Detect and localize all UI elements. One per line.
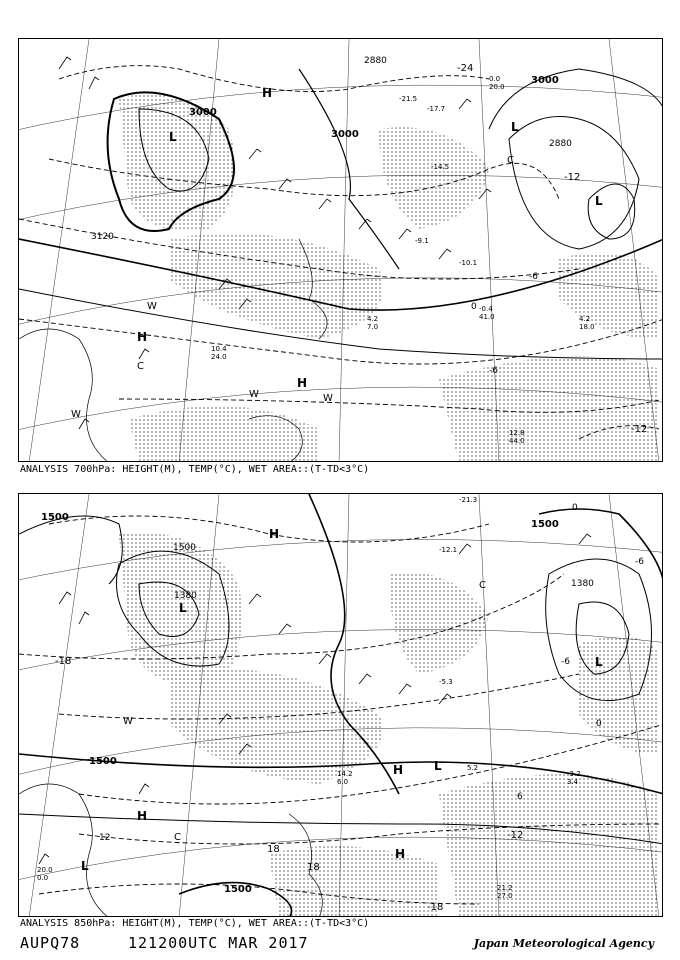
station-value: 20.0 <box>37 866 53 874</box>
height-label: 1380 <box>174 591 197 601</box>
map-700hpa-drawing <box>19 39 663 462</box>
warm-center: W <box>249 389 259 400</box>
temp-label: -12 <box>631 424 648 435</box>
high-center: H <box>395 847 406 861</box>
height-label: 1500 <box>89 756 117 767</box>
warm-center: W <box>123 716 133 727</box>
station-value: 6.0 <box>337 778 349 786</box>
station-value: 10.4 <box>211 345 227 353</box>
temp-label: 0 <box>572 503 578 513</box>
temp-label: 18 <box>267 844 280 855</box>
chart-code: AUPQ78 <box>20 934 81 952</box>
panel-caption-700hpa: ANALYSIS 700hPa: HEIGHT(M), TEMP(°C), WET AREA::(T-TD<3°C) <box>20 464 370 475</box>
temp-label: 18 <box>307 862 320 873</box>
temp-label: 12 <box>99 833 111 843</box>
station-value: 4.2 <box>367 315 379 323</box>
height-label: 2880 <box>549 139 572 149</box>
low-center: L <box>81 859 89 873</box>
temp-label: -18 <box>55 656 72 667</box>
warm-center: W <box>323 393 333 404</box>
temp-label: 0 <box>596 719 602 729</box>
high-center: H <box>393 763 404 777</box>
cold-center: C <box>137 361 144 372</box>
station-value: 0.0 <box>37 874 49 882</box>
map-850hpa-drawing <box>19 494 663 917</box>
station-value: 7.0 <box>367 323 379 331</box>
high-center: H <box>297 376 308 390</box>
station-value: 20.0 <box>489 83 505 91</box>
station-value: -17.7 <box>427 105 446 113</box>
station-value: -0.4 <box>479 305 493 313</box>
height-label: 1500 <box>41 512 69 523</box>
station-value: -12.1 <box>439 546 458 554</box>
station-value: -14.5 <box>431 163 450 171</box>
panel-caption-850hpa: ANALYSIS 850hPa: HEIGHT(M), TEMP(°C), WET AREA::(T-TD<3°C) <box>20 918 370 929</box>
temp-label: 0 <box>471 302 477 312</box>
cold-center: C <box>507 155 514 166</box>
station-value: 3.4 <box>567 778 579 786</box>
height-label: 3000 <box>531 75 559 86</box>
map-panel-700hpa <box>18 38 663 462</box>
temp-label: -6 <box>529 272 538 282</box>
wet-area-shading <box>119 93 659 462</box>
temp-label: -12 <box>507 830 524 841</box>
station-value: 12.8 <box>509 429 525 437</box>
station-value: 0.0 <box>489 75 501 83</box>
height-label: 1500 <box>531 519 559 530</box>
station-value: 21.2 <box>497 884 513 892</box>
station-value: 24.0 <box>211 353 227 361</box>
cold-center: C <box>174 832 181 843</box>
station-value: 18.0 <box>579 323 595 331</box>
station-value: -5.3 <box>439 678 453 686</box>
station-value: -10.1 <box>459 259 478 267</box>
map-panel-850hpa <box>18 493 663 917</box>
analysis-time: 121200UTC MAR 2017 <box>128 934 309 952</box>
high-center: H <box>262 86 273 100</box>
temp-label: -24 <box>457 63 474 74</box>
height-label: 1500 <box>224 884 252 895</box>
station-value: -3.2 <box>567 770 581 778</box>
height-label: 3000 <box>189 107 217 118</box>
station-value: 4.2 <box>579 315 591 323</box>
high-center: H <box>269 527 280 541</box>
low-center: L <box>434 759 442 773</box>
temp-label: -12 <box>564 172 581 183</box>
height-label: 2880 <box>364 56 387 66</box>
temp-label: 6 <box>517 792 523 802</box>
station-value: 14.2 <box>337 770 353 778</box>
low-center: L <box>179 601 187 615</box>
station-value: -21.3 <box>459 496 478 504</box>
height-label: 3000 <box>331 129 359 140</box>
low-center: L <box>169 130 177 144</box>
low-center: L <box>595 655 603 669</box>
station-value: -9.1 <box>415 237 429 245</box>
agency-name: Japan Meteorological Agency <box>473 937 654 950</box>
temp-label: -18 <box>427 902 444 913</box>
height-label: 1380 <box>571 579 594 589</box>
station-value: 41.0 <box>479 313 495 321</box>
station-value: -21.5 <box>399 95 418 103</box>
wet-area-shading <box>119 533 659 917</box>
high-center: H <box>137 809 148 823</box>
temp-label: -6 <box>489 366 498 376</box>
cold-center: C <box>479 580 486 591</box>
warm-center: W <box>71 409 81 420</box>
warm-center: W <box>147 301 157 312</box>
station-value: 27.0 <box>497 892 513 900</box>
low-center: L <box>511 120 519 134</box>
temp-label: -6 <box>561 657 570 667</box>
height-label: 3120 <box>91 232 114 242</box>
station-value: 44.0 <box>509 437 525 445</box>
temp-label: -6 <box>635 557 644 567</box>
height-label: 1500 <box>173 543 196 553</box>
station-value: 5.2 <box>467 764 479 772</box>
high-center: H <box>137 330 148 344</box>
low-center: L <box>595 194 603 208</box>
